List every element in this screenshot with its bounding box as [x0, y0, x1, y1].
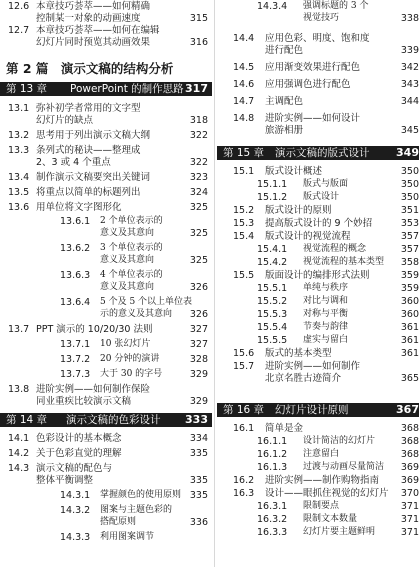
entry-title-line: 弥补初学者常用的文字型 [36, 103, 141, 114]
entry-title-line: 版式设计的原则 [265, 205, 332, 216]
chapter-page-number: 333 [185, 413, 208, 426]
entry-number: 15.4.2 [257, 257, 288, 268]
toc-entry [217, 218, 419, 230]
entry-title-line: 版面设计的编排形式法则 [265, 270, 370, 281]
entry-title-line: 版式与版面 [303, 179, 349, 189]
entry-title-line: 掌握颜色的使用原则 [100, 490, 182, 500]
entry-number: 15.5.2 [257, 296, 288, 307]
entry-title-line: 节奏与韵律 [303, 322, 349, 332]
entry-title-line: 虚实与留白 [303, 335, 349, 345]
chapter-number: 第 14 章 [6, 414, 48, 426]
entry-title-line: 20 分钟的演讲 [100, 354, 160, 364]
entry-number: 14.3 [8, 463, 30, 474]
toc-entry [0, 532, 212, 544]
entry-title-line: 将重点以简单的标题列出 [36, 187, 141, 198]
entry-page-number: 334 [189, 433, 208, 444]
entry-page-number: 357 [400, 244, 419, 255]
entry-title-line: 北京名胜古迹简介 [265, 373, 342, 384]
entry-page-number: 323 [189, 172, 208, 183]
entry-title-line: 幻灯片要主题鲜明 [303, 527, 376, 537]
entry-title-line: 色彩设计的基本概念 [36, 433, 122, 444]
entry-title-line: 过渡与动画尽量简洁 [303, 462, 385, 472]
toc-entry [217, 166, 419, 178]
entry-number: 13.1 [8, 103, 30, 114]
entry-title-line: 2、3 或 4 个重点 [36, 157, 111, 168]
entry-number: 15.7 [233, 361, 255, 372]
entry-number: 13.3 [8, 145, 30, 156]
entry-title-line: 版式的基本类型 [265, 348, 332, 359]
entry-title-line: PPT 演示的 10/20/30 法则 [36, 324, 153, 335]
entry-number: 13.6 [8, 202, 30, 213]
entry-title-line: 大于 30 的字号 [100, 369, 163, 379]
chapter-page-number: 367 [396, 403, 419, 416]
toc-entry [217, 488, 419, 500]
toc-entry [0, 25, 212, 49]
entry-title-line: 版式设计的视觉流程 [265, 231, 351, 242]
toc-entry [217, 244, 419, 256]
entry-page-number: 335 [189, 448, 208, 459]
entry-title-line: 强调标题的 3 个 [303, 1, 369, 11]
entry-title-line: 单纯与秩序 [303, 283, 349, 293]
entry-number: 14.3.4 [257, 1, 288, 12]
entry-page-number: 315 [189, 13, 208, 24]
entry-title-line: 视觉流程的概念 [303, 244, 367, 254]
entry-page-number: 322 [189, 130, 208, 141]
entry-number: 15.3 [233, 218, 255, 229]
entry-title-line: 意义及其意向 [100, 282, 155, 292]
entry-number: 13.2 [8, 130, 30, 141]
toc-entry [217, 475, 419, 487]
chapter-title: 幻灯片设计原则 [275, 404, 349, 416]
toc-entry [0, 324, 212, 336]
entry-number: 13.6.1 [60, 216, 91, 227]
toc-entry [217, 309, 419, 321]
entry-page-number: 338 [400, 13, 419, 24]
entry-number: 13.5 [8, 187, 30, 198]
entry-title-line: 思考用于列出演示文稿大纲 [36, 130, 151, 141]
toc-entry [0, 384, 212, 408]
entry-title-line: 对比与调和 [303, 296, 349, 306]
toc-entry [217, 283, 419, 295]
toc-entry [217, 33, 419, 57]
entry-number: 13.6.4 [60, 297, 91, 308]
entry-page-number: 370 [400, 488, 419, 499]
entry-page-number: 327 [189, 339, 208, 350]
entry-number: 16.2 [233, 475, 255, 486]
entry-number: 16.1.2 [257, 449, 288, 460]
entry-page-number: 350 [400, 166, 419, 177]
entry-title-line: 控制某一对象的动画速度 [36, 13, 141, 24]
entry-title-line: 进阶实例——如何制作 [265, 361, 361, 372]
chapter-title: 演示文稿的色彩设计 [66, 414, 161, 426]
entry-page-number: 371 [400, 501, 419, 512]
entry-page-number: 365 [400, 373, 419, 384]
entry-title-line: 进阶实例——制作购物指南 [265, 475, 380, 486]
entry-page-number: 324 [189, 187, 208, 198]
toc-entry [217, 348, 419, 360]
chapter-header [0, 413, 212, 427]
entry-page-number: 361 [400, 335, 419, 346]
entry-page-number: 329 [189, 369, 208, 380]
toc-entry [0, 297, 212, 321]
toc-entry [217, 113, 419, 137]
entry-title-line: 限制要点 [303, 501, 340, 511]
toc-entry [0, 490, 212, 502]
toc-entry [0, 448, 212, 460]
entry-title-line: 制作演示文稿要突出关键词 [36, 172, 151, 183]
entry-title-line: 本章技巧荟萃——如何精确 [36, 1, 151, 12]
toc-entry [0, 369, 212, 381]
toc-entry [217, 527, 419, 539]
entry-title-line: 视觉技巧 [303, 13, 340, 23]
entry-page-number: 357 [400, 231, 419, 242]
entry-title-line: 进阶实例——如何设计 [265, 113, 361, 124]
entry-number: 13.7.2 [60, 354, 91, 365]
entry-title-line: 2 个单位表示的 [100, 216, 163, 226]
entry-page-number: 344 [400, 96, 419, 107]
toc-entry [217, 361, 419, 385]
toc-entry [217, 514, 419, 526]
part-title: 第 2 篇 演示文稿的结构分析 [6, 61, 174, 76]
toc-entry [0, 103, 212, 127]
entry-title-line: 版式设计 [303, 192, 340, 202]
entry-number: 15.5.1 [257, 283, 288, 294]
entry-page-number: 361 [400, 322, 419, 333]
toc-entry [217, 62, 419, 74]
entry-number: 15.4 [233, 231, 255, 242]
entry-number: 14.5 [233, 62, 255, 73]
entry-number: 15.6 [233, 348, 255, 359]
entry-page-number: 358 [400, 257, 419, 268]
entry-page-number: 339 [400, 45, 419, 56]
entry-page-number: 327 [189, 324, 208, 335]
toc-entry [217, 205, 419, 217]
entry-number: 13.6.2 [60, 243, 91, 254]
entry-page-number: 328 [189, 354, 208, 365]
toc-entry [217, 231, 419, 243]
entry-page-number: 360 [400, 309, 419, 320]
toc-entry [217, 270, 419, 282]
toc-entry [0, 463, 212, 487]
entry-title-line: 简单是金 [265, 423, 304, 434]
chapter-header [217, 403, 419, 417]
entry-number: 14.3.1 [60, 490, 91, 501]
entry-page-number: 325 [189, 228, 208, 239]
entry-number: 16.3.2 [257, 514, 288, 525]
toc-entry [217, 192, 419, 204]
chapter-title: 演示文稿的版式设计 [275, 147, 370, 159]
toc-entry [0, 433, 212, 445]
chapter-page-number: 317 [185, 82, 208, 95]
entry-page-number: 369 [400, 462, 419, 473]
entry-title-line: 条列式的秘诀——整理成 [36, 145, 141, 156]
entry-title-line: 图案与主题色彩的 [100, 505, 173, 515]
entry-number: 15.5.3 [257, 309, 288, 320]
entry-title-line: 整体平衡调整 [36, 475, 94, 486]
entry-title-line: 提高版式设计的 9 个妙招 [265, 218, 373, 229]
entry-title-line: 幻灯片同时预览其动画效果 [36, 37, 151, 48]
toc-entry [0, 354, 212, 366]
entry-number: 13.7 [8, 324, 30, 335]
toc-entry [0, 187, 212, 199]
toc-entry [217, 501, 419, 513]
entry-title-line: 版式设计概述 [265, 166, 323, 177]
entry-number: 13.7.3 [60, 369, 91, 380]
entry-page-number: 329 [189, 396, 208, 407]
entry-title-line: 应用色彩、明度、饱和度 [265, 33, 370, 44]
toc-entry [0, 270, 212, 294]
toc-entry [217, 1, 419, 25]
entry-number: 15.4.1 [257, 244, 288, 255]
entry-title-line: 对称与平衡 [303, 309, 349, 319]
entry-page-number: 351 [400, 205, 419, 216]
chapter-title: PowerPoint 的制作思路 [70, 83, 184, 95]
entry-title-line: 应用渐变效果进行配色 [265, 62, 361, 73]
chapter-number: 第 13 章 [6, 83, 48, 95]
entry-number: 16.3 [233, 488, 255, 499]
entry-page-number: 371 [400, 527, 419, 538]
toc-entry [217, 322, 419, 334]
entry-number: 13.6.3 [60, 270, 91, 281]
toc-entry [0, 339, 212, 351]
entry-title-line: 同业重疾比较演示文稿 [36, 396, 132, 407]
entry-title-line: 注意留白 [303, 449, 340, 459]
toc-entry [0, 202, 212, 214]
entry-page-number: 316 [189, 37, 208, 48]
entry-page-number: 322 [189, 157, 208, 168]
entry-page-number: 350 [400, 192, 419, 203]
entry-title-line: 利用图案调节 [100, 532, 155, 542]
toc-entry [217, 462, 419, 474]
entry-page-number: 368 [400, 449, 419, 460]
entry-number: 15.1 [233, 166, 255, 177]
entry-number: 14.4 [233, 33, 255, 44]
entry-page-number: 335 [189, 490, 208, 501]
toc-entry [217, 449, 419, 461]
entry-page-number: 345 [400, 125, 419, 136]
entry-title-line: 演示文稿的配色与 [36, 463, 113, 474]
toc-entry [0, 243, 212, 267]
entry-title-line: 主调配色 [265, 96, 304, 107]
entry-page-number: 318 [189, 115, 208, 126]
entry-number: 16.3.1 [257, 501, 288, 512]
toc-entry [217, 436, 419, 448]
entry-number: 16.1.1 [257, 436, 288, 447]
entry-title-line: 关于色彩直觉的理解 [36, 448, 122, 459]
entry-number: 14.3.2 [60, 505, 91, 516]
entry-number: 16.1.3 [257, 462, 288, 473]
entry-page-number: 368 [400, 423, 419, 434]
entry-number: 14.3.3 [60, 532, 91, 543]
entry-number: 15.1.2 [257, 192, 288, 203]
entry-number: 15.5.5 [257, 335, 288, 346]
entry-page-number: 325 [189, 255, 208, 266]
entry-number: 16.3.3 [257, 527, 288, 538]
entry-number: 15.2 [233, 205, 255, 216]
entry-title-line: 本章技巧荟萃——如何在编辑 [36, 25, 160, 36]
entry-title-line: 意义及其意向 [100, 255, 155, 265]
entry-title-line: 应用强调色进行配色 [265, 79, 351, 90]
entry-number: 15.5.4 [257, 322, 288, 333]
entry-title-line: 限制文本数量 [303, 514, 358, 524]
toc-entry [217, 296, 419, 308]
entry-title-line: 4 个单位表示的 [100, 270, 163, 280]
entry-title-line: 搭配原则 [100, 517, 137, 527]
entry-number: 14.6 [233, 79, 255, 90]
toc-entry [0, 216, 212, 240]
entry-title-line: 10 张幻灯片 [100, 339, 151, 349]
entry-page-number: 360 [400, 296, 419, 307]
toc-entry [217, 257, 419, 269]
entry-title-line: 用单位将文字图形化 [36, 202, 122, 213]
chapter-page-number: 349 [396, 146, 419, 159]
entry-page-number: 353 [400, 218, 419, 229]
entry-page-number: 371 [400, 514, 419, 525]
entry-page-number: 326 [189, 282, 208, 293]
entry-number: 14.8 [233, 113, 255, 124]
entry-number: 15.1.1 [257, 179, 288, 190]
entry-number: 13.4 [8, 172, 30, 183]
entry-page-number: 342 [400, 62, 419, 73]
entry-number: 15.5 [233, 270, 255, 281]
entry-number: 13.8 [8, 384, 30, 395]
entry-title-line: 幻灯片的缺点 [36, 115, 94, 126]
entry-title-line: 进行配色 [265, 45, 304, 56]
toc-entry [0, 145, 212, 169]
entry-page-number: 335 [189, 475, 208, 486]
toc-entry [217, 96, 419, 108]
chapter-number: 第 15 章 [223, 147, 265, 159]
entry-title-line: 进阶实例——如何制作保险 [36, 384, 151, 395]
entry-page-number: 336 [189, 517, 208, 528]
entry-title-line: 视觉流程的基本类型 [303, 257, 385, 267]
entry-title-line: 设计简洁的幻灯片 [303, 436, 376, 446]
entry-number: 13.7.1 [60, 339, 91, 350]
chapter-header [217, 146, 419, 160]
toc-entry [0, 505, 212, 529]
toc-entry [217, 179, 419, 191]
toc-entry [217, 79, 419, 91]
entry-page-number: 369 [400, 475, 419, 486]
toc-entry [217, 335, 419, 347]
entry-number: 14.1 [8, 433, 30, 444]
entry-title-line: 3 个单位表示的 [100, 243, 163, 253]
entry-title-line: 意义及其意向 [100, 228, 155, 238]
entry-page-number: 359 [400, 270, 419, 281]
entry-title-line: 5 个及 5 个以上单位表 [100, 297, 193, 307]
entry-page-number: 326 [189, 309, 208, 320]
chapter-number: 第 16 章 [223, 404, 265, 416]
column-divider [214, 0, 215, 567]
entry-number: 12.7 [8, 25, 30, 36]
entry-title-line: 设计——眼抓住视觉的幻灯片 [265, 488, 389, 499]
entry-page-number: 359 [400, 283, 419, 294]
chapter-header [0, 82, 212, 96]
entry-page-number: 343 [400, 79, 419, 90]
entry-title-line: 旅游相册 [265, 125, 304, 136]
toc-entry [217, 423, 419, 435]
entry-number: 12.6 [8, 1, 30, 12]
toc-entry [0, 1, 212, 25]
entry-page-number: 361 [400, 348, 419, 359]
entry-page-number: 368 [400, 436, 419, 447]
entry-number: 16.1 [233, 423, 255, 434]
entry-page-number: 325 [189, 202, 208, 213]
toc-entry [0, 172, 212, 184]
toc-entry [0, 130, 212, 142]
entry-page-number: 350 [400, 179, 419, 190]
entry-number: 14.7 [233, 96, 255, 107]
entry-title-line: 示的意义及其意向 [100, 309, 173, 319]
entry-number: 14.2 [8, 448, 30, 459]
